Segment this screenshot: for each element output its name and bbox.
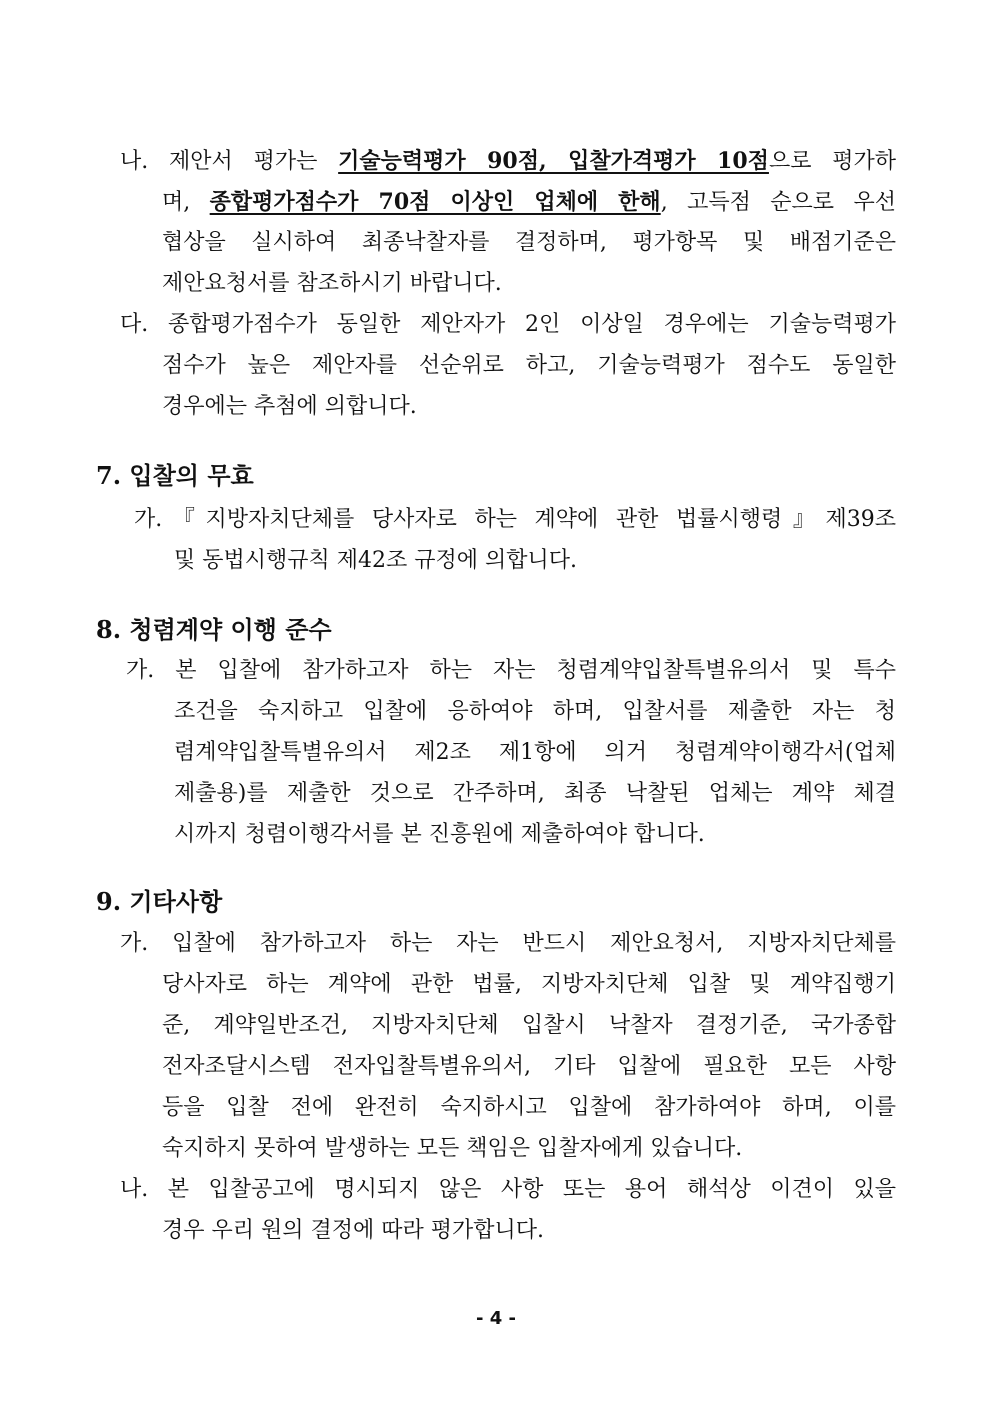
paragraph-line: 다. 종합평가점수가 동일한 제안자가 2인 이상일 경우에는 기술능력평가	[120, 312, 896, 337]
paragraph-line: 및 동법시행규칙 제42조 규정에 의합니다.	[174, 548, 577, 573]
paragraph-line: 시까지 청렴이행각서를 본 진흥원에 제출하여야 합니다.	[174, 822, 705, 847]
text-run: 으로 평가하	[768, 149, 896, 174]
page-number: - 4 -	[476, 1308, 516, 1329]
paragraph-line: 경우 우리 원의 결정에 따라 평가합니다.	[162, 1218, 544, 1243]
paragraph-line: 협상을 실시하여 최종낙찰자를 결정하며, 평가항목 및 배점기준은	[162, 230, 896, 255]
paragraph-line: 숙지하지 못하여 발생하는 모든 책임은 입찰자에게 있습니다.	[162, 1136, 743, 1161]
section-heading: 9. 기타사항	[96, 887, 223, 916]
paragraph-line	[162, 187, 896, 217]
paragraph-line: 전자조달시스템 전자입찰특별유의서, 기타 입찰에 필요한 모든 사항	[162, 1054, 896, 1079]
paragraph-line: 가. 입찰에 참가하고자 하는 자는 반드시 제안요청서, 지방자치단체를	[120, 931, 896, 956]
paragraph-line: 나. 본 입찰공고에 명시되지 않은 사항 또는 용어 해석상 이견이 있을	[120, 1177, 896, 1202]
text-run: 며,	[162, 190, 210, 215]
paragraph-line: 가.『지방자치단체를 당사자로 하는 계약에 관한 법률시행령』제39조	[134, 507, 896, 532]
paragraph-line: 경우에는 추첨에 의합니다.	[162, 394, 417, 419]
emphasis-text: 종합평가점수가 70점 이상인 업체에 한해	[209, 189, 661, 215]
paragraph-line: 렴계약입찰특별유의서 제2조 제1항에 의거 청렴계약이행각서(업체	[174, 740, 896, 765]
section-heading: 8. 청렴계약 이행 준수	[96, 615, 332, 644]
emphasis-text: 기술능력평가 90점, 입찰가격평가 10점	[338, 148, 769, 174]
text-run: 나. 제안서 평가는	[120, 149, 339, 174]
paragraph-line: 제안요청서를 참조하시기 바랍니다.	[162, 271, 502, 296]
paragraph-line: 당사자로 하는 계약에 관한 법률, 지방자치단체 입찰 및 계약집행기	[162, 972, 896, 997]
section-heading: 7. 입찰의 무효	[96, 461, 254, 490]
text-run: , 고득점 순으로 우선	[660, 190, 896, 215]
paragraph-line: 조건을 숙지하고 입찰에 응하여야 하며, 입찰서를 제출한 자는 청	[174, 699, 896, 724]
paragraph-line: 점수가 높은 제안자를 선순위로 하고, 기술능력평가 점수도 동일한	[162, 353, 896, 378]
paragraph-line	[120, 146, 896, 176]
paragraph-line: 등을 입찰 전에 완전히 숙지하시고 입찰에 참가하여야 하며, 이를	[162, 1095, 896, 1120]
paragraph-line: 준, 계약일반조건, 지방자치단체 입찰시 낙찰자 결정기준, 국가종합	[162, 1013, 896, 1038]
paragraph-line: 제출용)를 제출한 것으로 간주하며, 최종 낙찰된 업체는 계약 체결	[174, 781, 896, 806]
paragraph-line: 가. 본 입찰에 참가하고자 하는 자는 청렴계약입찰특별유의서 및 특수	[126, 658, 896, 683]
